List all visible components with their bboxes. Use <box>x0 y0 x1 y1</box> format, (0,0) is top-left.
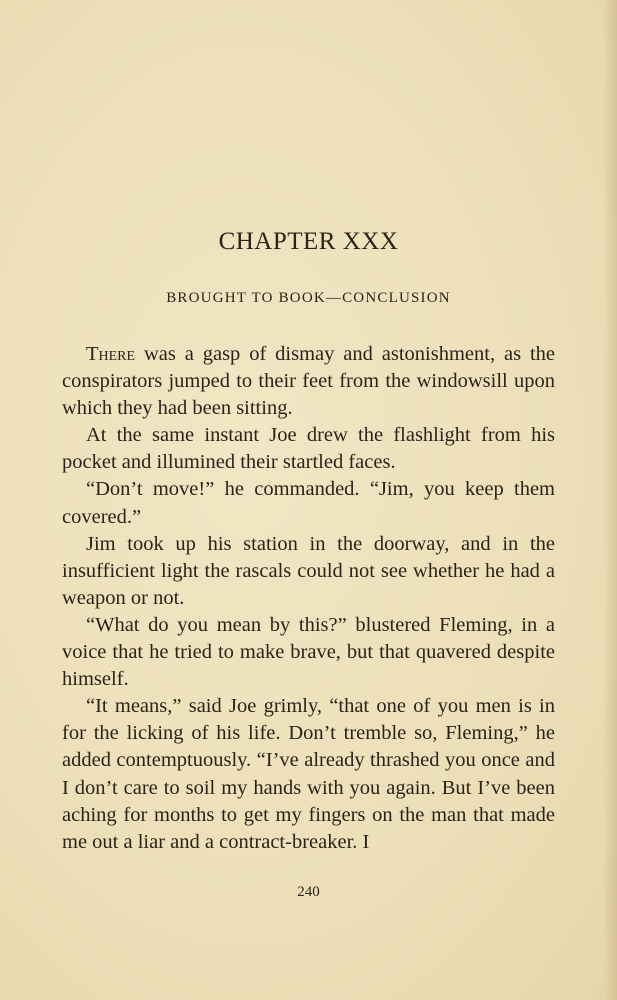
paragraph-text: “It means,” said Joe grimly, “that one of you men is in for the licking of his life. Don’t tremble so, Fleming,” he added contemptuously. “I’ve already thrashed you once and I don’t care to soil my hands with you again. But I’ve been aching for months to get my fingers on the man that made me out a liar and a contract-breaker. I <box>62 695 555 853</box>
paragraph-lead-word: There <box>86 343 136 365</box>
page-number: 240 <box>297 884 320 900</box>
paragraph-text: “Don’t move!” he commanded. “Jim, you keep them covered.” <box>62 478 555 528</box>
paragraph <box>62 612 555 693</box>
page-edge-shadow <box>603 0 617 1000</box>
paragraph <box>62 476 555 530</box>
paragraph-text: At the same instant Joe drew the flashlight from his pocket and illumined their startled faces. <box>62 424 555 474</box>
paragraph-text: “What do you mean by this?” blustered Fleming, in a voice that he tried to make brave, but that quavered despite himself. <box>62 613 555 691</box>
paragraph-text: Jim took up his station in the doorway, and in the insufficient light the rascals could not see whether he had a weapon or not. <box>62 532 555 609</box>
body-text <box>62 341 555 856</box>
paragraph <box>62 422 555 476</box>
paragraph <box>62 531 555 612</box>
paragraph <box>62 693 555 856</box>
paragraph <box>62 341 555 422</box>
chapter-subtitle: BROUGHT TO BOOK—CONCLUSION <box>166 290 451 306</box>
paragraph-text: was a gasp of dismay and astonishment, as the conspirators jumped to their feet from the windowsill upon which they had been sitting. <box>62 343 555 420</box>
chapter-title: CHAPTER XXX <box>218 228 399 255</box>
